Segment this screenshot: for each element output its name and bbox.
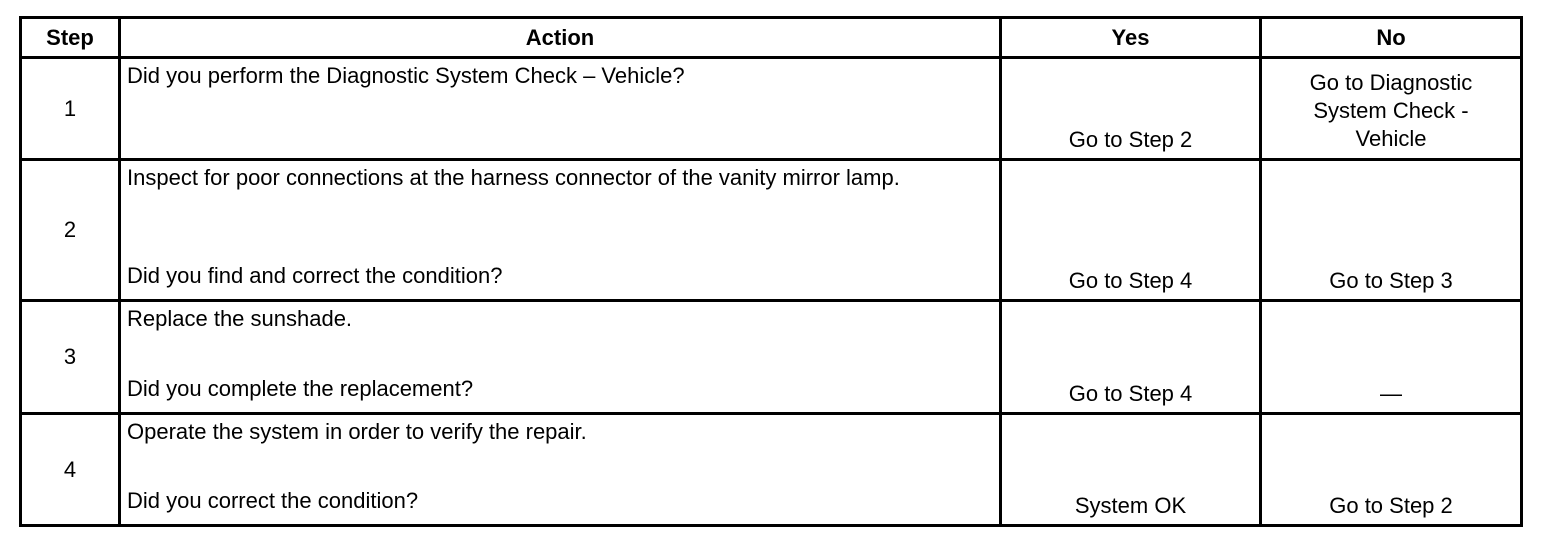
action-cell <box>120 414 1001 526</box>
action-instruction: Replace the sunshade. <box>127 306 353 331</box>
action-question: Did you complete the replacement? <box>127 376 474 401</box>
action-cell <box>120 58 1001 160</box>
yes-cell: Go to Step 4 <box>1001 301 1261 414</box>
yes-cell: System OK <box>1001 414 1261 526</box>
action-cell <box>120 160 1001 301</box>
header-action: Action <box>120 18 1001 58</box>
action-question: Did you find and correct the condition? <box>127 263 503 288</box>
header-row <box>21 18 1522 58</box>
table-row <box>21 301 1522 414</box>
table-row <box>21 58 1522 160</box>
step-number: 2 <box>21 160 120 301</box>
no-cell: Go to Step 2 <box>1261 414 1522 526</box>
action-question: Did you correct the condition? <box>127 488 419 513</box>
action-cell <box>120 301 1001 414</box>
no-cell: Go to Diagnostic System Check - Vehicle <box>1261 58 1522 160</box>
action-instruction: Inspect for poor connections at the harness connector of the vanity mirror lamp. <box>127 165 900 190</box>
no-cell: — <box>1261 301 1522 414</box>
no-cell: Go to Step 3 <box>1261 160 1522 301</box>
step-number: 4 <box>21 414 120 526</box>
diagnostic-table <box>19 16 1523 527</box>
header-step: Step <box>21 18 120 58</box>
table-row <box>21 414 1522 526</box>
action-instruction: Did you perform the Diagnostic System Check – Vehicle? <box>127 63 685 88</box>
action-instruction: Operate the system in order to verify the repair. <box>127 419 587 444</box>
table-row <box>21 160 1522 301</box>
step-number: 3 <box>21 301 120 414</box>
header-no: No <box>1261 18 1522 58</box>
yes-cell: Go to Step 4 <box>1001 160 1261 301</box>
header-yes: Yes <box>1001 18 1261 58</box>
step-number: 1 <box>21 58 120 160</box>
yes-cell: Go to Step 2 <box>1001 58 1261 160</box>
